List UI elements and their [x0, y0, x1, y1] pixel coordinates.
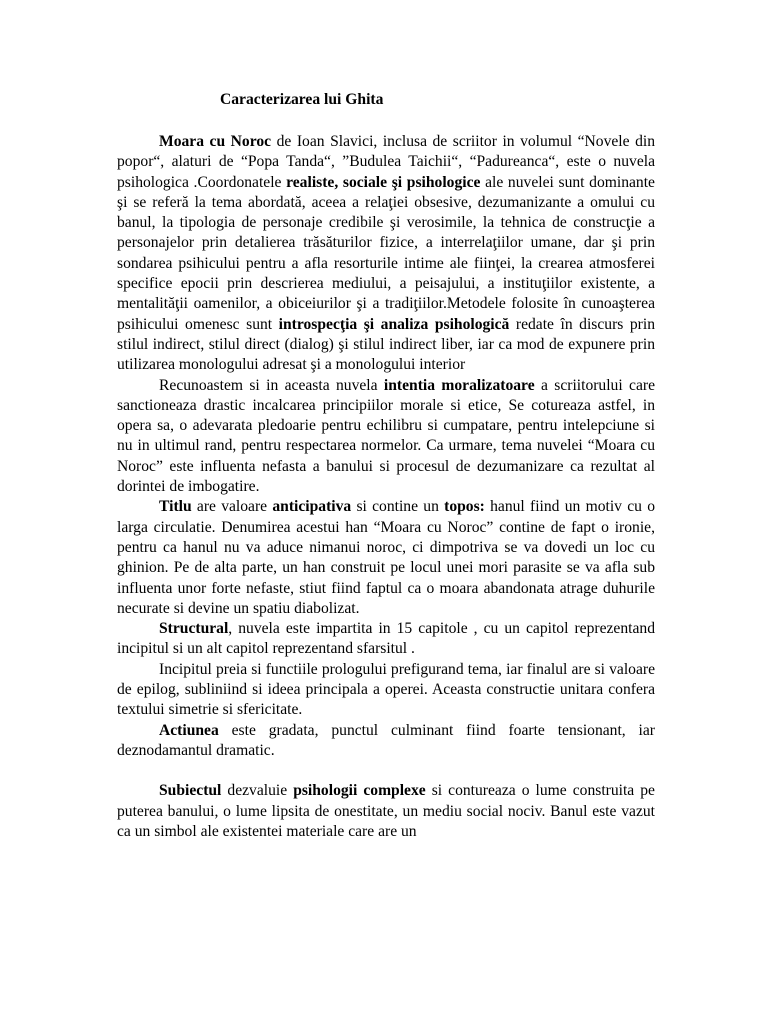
document-title: Caracterizarea lui Ghita — [220, 91, 384, 108]
bold-text-run: topos: — [444, 498, 485, 516]
text-run: are valoare — [191, 498, 273, 516]
text-run: de Ioan Slavici, inclusa de scriitor in volumul “Novele din popor“, alaturi de “Popa Tanda“, ”Budulea Taichii“, “Padureanca“, este o nuvela psihologica .Coordonatele — [117, 133, 655, 191]
bold-text-run: intentia moralizatoare — [383, 376, 535, 394]
paragraph — [117, 660, 655, 721]
paragraph-list — [117, 132, 655, 842]
bold-text-run: Structural — [159, 620, 229, 638]
paragraph — [117, 781, 655, 842]
paragraph — [117, 619, 655, 660]
bold-text-run: psihologii complexe — [293, 782, 426, 800]
bold-text-run: anticipativa — [272, 498, 352, 516]
text-run: hanul fiind un motiv cu o larga circulatie. Denumirea acestui han “Moara cu Noroc” contine de fapt o ironie, pentru ca hanul nu va aduce nimanui noroc, ci dimpotriva se va dovedi un loc cu ghinion. Pe de alta parte, un han construit pe locul unei mori parasite se va afla sub influenta unor forte nefaste, stiut fiind faptul ca o moara abandonata atrage duhurile necurate si devine un spatiu diabolizat. — [117, 498, 655, 617]
paragraph — [117, 132, 655, 376]
bold-text-run: Subiectul — [159, 782, 222, 800]
text-run: Incipitul preia si functiile prologului prefigurand tema, iar finalul are si valoare de epilog, subliniind si ideea principala a operei. Aceasta constructie unitara confera textului simetrie si sfericitate. — [117, 660, 655, 719]
document-body — [117, 90, 655, 842]
bold-text-run: Moara cu Noroc — [159, 133, 272, 150]
text-run: redate în discurs prin stilul indirect, stilul direct (dialog) şi stilul indirect liber, iar ca mod de expunere prin utilizarea monologului adresat şi a monologului interior — [117, 315, 655, 374]
text-run: , nuvela este impartita in 15 capitole , cu un capitol reprezentand incipitul si un alt capitol reprezentand sfarsitul . — [117, 620, 655, 658]
text-run: este gradata, punctul culminant fiind foarte tensionant, iar deznodamantul dramatic. — [117, 721, 655, 759]
paragraph — [117, 721, 655, 762]
paragraph — [117, 497, 655, 619]
bold-text-run: realiste, sociale şi psihologice — [286, 173, 481, 191]
bold-text-run: Actiunea — [159, 721, 219, 739]
paragraph — [117, 376, 655, 498]
bold-text-run: Titlu — [159, 498, 192, 516]
text-run: a scriitorului care sanctioneaza drastic incalcarea principiilor morale si etice, Se cotureaza astfel, in opera sa, o adevarata pledoarie pentru echilibru si cumpatare, pentru intelepciune si nu in ultimul rand, pentru respectarea normelor. Ca urmare, tema nuvelei “Moara cu Noroc” este influenta nefasta a banului si procesul de dezumanizare ca rezultat al dorintei de imbogatire. — [117, 376, 656, 496]
text-run: dezvaluie — [221, 782, 294, 800]
text-run: si contine un — [351, 498, 445, 516]
text-run: si contureaza o lume construita pe puterea banului, o lume lipsita de onestitate, un mediu social nociv. Banul este vazut ca un simbol ale existentei materiale care are un — [117, 782, 655, 840]
bold-text-run: introspecţia şi analiza psihologică — [278, 315, 510, 333]
text-run: ale nuvelei sunt dominante şi se referă la tema abordată, aceea a relaţiei obsesive, dezumanizante a omului cu banul, la tipologia de personaje credibile şi verosimile, la tehnica de construcţie a personajelor prin detalierea trăsăturilor fizice, a interrelaţiilor umane, dar şi prin sondarea psihicului pentru a afla resorturile intime ale fiinţei, la crearea atmosferei specifice epocii prin descrierea mediului, a peisajului, a instituţiilor existente, a mentalităţii oamenilor, a obiceiurilor şi a tradiţiilor.Metodele folosite în cunoaşterea psihicului omenesc sunt — [117, 173, 655, 333]
text-run: Recunoastem si in aceasta nuvela — [159, 376, 384, 394]
